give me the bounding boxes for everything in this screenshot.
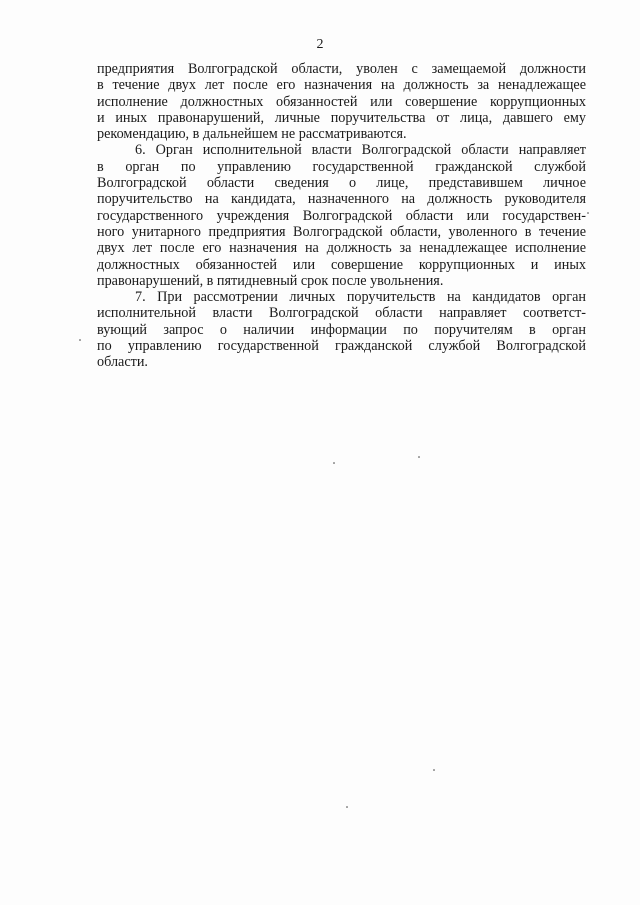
text-line: двух лет после его назначения на должность за ненадлежащее исполнение — [97, 240, 586, 257]
paragraph-7 — [97, 289, 586, 370]
scan-speck — [79, 339, 81, 341]
text-line: должностных обязанностей или совершение коррупционных и иных — [97, 256, 586, 273]
scan-speck — [346, 806, 348, 808]
text-line: по управлению государственной гражданской службой Волгоградской — [97, 338, 586, 355]
page-number: 2 — [316, 37, 324, 52]
paragraph-continuation — [97, 61, 586, 142]
text-line: 7. При рассмотрении личных поручительств на кандидатов орган — [135, 289, 586, 306]
text-line: Волгоградской области сведения о лице, представившем личное — [97, 175, 586, 192]
text-line: рекомендацию, в дальнейшем не рассматриваются. — [97, 126, 407, 143]
text-line: ного унитарного предприятия Волгоградской области, уволенного в течение — [97, 223, 586, 240]
scan-speck — [587, 212, 589, 214]
text-line: исполнительной власти Волгоградской области направляет соответст- — [97, 305, 586, 322]
scan-speck — [418, 456, 420, 458]
text-line: государственного учреждения Волгоградской области или государствен- — [97, 207, 586, 224]
text-line: предприятия Волгоградской области, уволен с замещаемой должности — [97, 61, 586, 77]
text-line: исполнение должностных обязанностей или совершение коррупционных — [97, 93, 586, 110]
text-line: 6. Орган исполнительной власти Волгоградской области направляет — [135, 142, 586, 159]
scan-speck — [433, 769, 435, 771]
text-line: поручительство на кандидата, назначенного на должность руководителя — [97, 191, 586, 208]
document-body — [97, 61, 586, 371]
text-line: в орган по управлению государственной гражданской службой — [97, 158, 586, 175]
scan-speck — [333, 462, 335, 464]
text-line: вующий запрос о наличии информации по поручителям в орган — [97, 321, 586, 338]
text-line: области. — [97, 354, 148, 371]
text-line: правонарушений, в пятидневный срок после увольнения. — [97, 272, 444, 289]
text-line: в течение двух лет после его назначения на должность за ненадлежащее — [97, 77, 586, 94]
paragraph-6 — [97, 142, 586, 289]
text-line: и иных правонарушений, личные поручительства от лица, давшего ему — [97, 109, 586, 126]
